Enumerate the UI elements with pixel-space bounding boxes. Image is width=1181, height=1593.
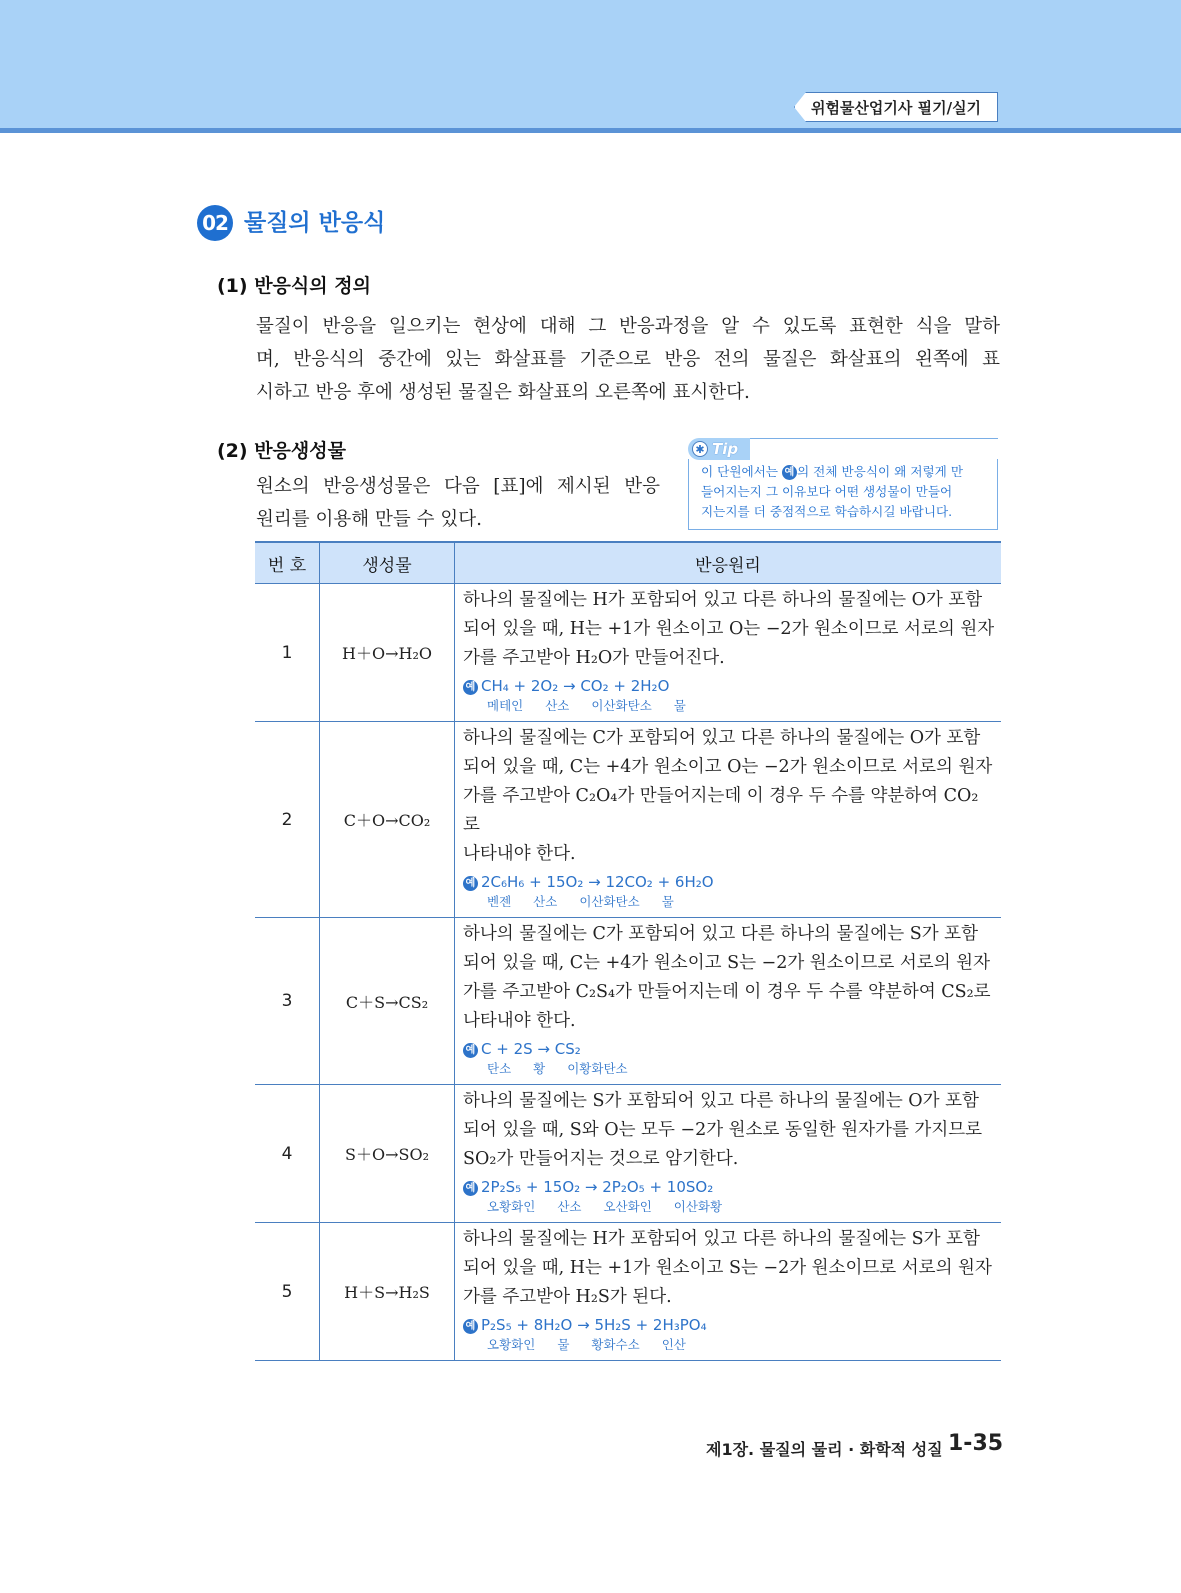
- column-header-principle: 반응원리: [455, 542, 1002, 584]
- tip-line: 이 단원에서는: [701, 464, 782, 479]
- principle-line: SO₂가 만들어지는 것으로 암기한다.: [463, 1149, 739, 1169]
- row-number: 2: [255, 722, 320, 918]
- example-equation: [463, 1038, 995, 1060]
- paragraph-line: 원리를 이용해 만들 수 있다.: [256, 509, 482, 530]
- compound-name: 탄소: [487, 1061, 512, 1076]
- chapter-footer: 제1장. 물질의 물리 · 화학적 성질: [706, 1440, 943, 1459]
- table-row: [255, 584, 1001, 722]
- compound-name: 산소: [557, 1199, 582, 1214]
- compound-name: 인산: [661, 1337, 686, 1352]
- principle-line: 가를 주고받아 H₂S가 된다.: [463, 1287, 672, 1307]
- principle-line: 하나의 물질에는 H가 포함되어 있고 다른 하나의 물질에는 S가 포함: [463, 1229, 980, 1249]
- row-number: 3: [255, 918, 320, 1085]
- principle-line: 되어 있을 때, C는 +4가 원소이고 S는 −2가 원소이므로 서로의 원자: [463, 953, 990, 973]
- equation-text: CH₄ + 2O₂ → CO₂ + 2H₂O: [481, 677, 670, 695]
- paragraph-line: 며, 반응식의 중간에 있는 화살표를 기준으로 반응 전의 물질은 화살표의 왼쪽에 표: [256, 349, 1000, 370]
- example-mark-icon: 예: [463, 1043, 478, 1058]
- compound-name: 벤젠: [487, 894, 512, 909]
- section-number-badge: 02: [197, 205, 233, 241]
- paragraph-line: 물질이 반응을 일으키는 현상에 대해 그 반응과정을 알 수 있도록 표현한 식을 말하: [256, 316, 1000, 337]
- column-header-number: 번 호: [255, 542, 320, 584]
- row-number: 4: [255, 1085, 320, 1223]
- principle-line: 나타내야 한다.: [463, 1011, 576, 1031]
- compound-names: [463, 1336, 995, 1354]
- compound-name: 산소: [533, 894, 558, 909]
- example-mark-icon: 예: [463, 1181, 478, 1196]
- principle-text: [463, 1225, 995, 1312]
- products-paragraph: [256, 470, 660, 536]
- row-principle: [455, 1085, 1002, 1223]
- definition-paragraph: [256, 310, 1000, 409]
- reaction-table: [255, 541, 1001, 1361]
- header-band: [0, 0, 1181, 132]
- table-row: [255, 1085, 1001, 1223]
- compound-name: 이황화탄소: [567, 1061, 628, 1076]
- page-number: 1-35: [948, 1431, 1004, 1456]
- row-number: 5: [255, 1223, 320, 1361]
- table-row: [255, 918, 1001, 1085]
- book-title-tag: [794, 92, 998, 122]
- principle-line: 하나의 물질에는 C가 포함되어 있고 다른 하나의 물질에는 O가 포함: [463, 728, 981, 748]
- principle-line: 되어 있을 때, S와 O는 모두 −2가 원소로 동일한 원자가를 가지므로: [463, 1120, 983, 1140]
- principle-text: [463, 586, 995, 673]
- tip-line: 들어지는지 그 이유보다 어떤 생성물이 만들어: [701, 484, 953, 499]
- row-principle: [455, 1223, 1002, 1361]
- principle-line: 가를 주고받아 C₂O₄가 만들어지는데 이 경우 두 수를 약분하여 CO₂로: [463, 786, 979, 835]
- example-mark-icon: 예: [782, 465, 797, 480]
- paragraph-line: 원소의 반응생성물은 다음 [표]에 제시된 반응: [256, 476, 660, 497]
- book-title: 위험물산업기사 필기/실기: [810, 98, 982, 117]
- principle-line: 나타내야 한다.: [463, 844, 576, 864]
- principle-line: 하나의 물질에는 C가 포함되어 있고 다른 하나의 물질에는 S가 포함: [463, 924, 978, 944]
- example-equation: [463, 1314, 995, 1336]
- tip-line: 의 전체 반응식이 왜 저렇게 만: [797, 464, 964, 479]
- example-mark-icon: 예: [463, 1319, 478, 1334]
- row-product: S＋O→SO₂: [320, 1085, 455, 1223]
- row-product: C＋S→CS₂: [320, 918, 455, 1085]
- principle-line: 가를 주고받아 H₂O가 만들어진다.: [463, 648, 725, 668]
- row-product: H＋O→H₂O: [320, 584, 455, 722]
- tip-content: [688, 459, 998, 530]
- compound-name: 메테인: [487, 698, 524, 713]
- header-rule: [0, 128, 1181, 133]
- row-principle: [455, 918, 1002, 1085]
- principle-line: 되어 있을 때, H는 +1가 원소이고 O는 −2가 원소이므로 서로의 원자: [463, 619, 995, 639]
- table-header-row: [255, 542, 1001, 584]
- row-product: C＋O→CO₂: [320, 722, 455, 918]
- principle-line: 하나의 물질에는 H가 포함되어 있고 다른 하나의 물질에는 O가 포함: [463, 590, 983, 610]
- compound-name: 산소: [545, 698, 570, 713]
- equation-text: 2C₆H₆ + 15O₂ → 12CO₂ + 6H₂O: [481, 873, 714, 891]
- subsection-heading-definition: (1) 반응식의 정의: [217, 275, 371, 297]
- example-equation: [463, 871, 995, 893]
- subsection-heading-products: (2) 반응생성물: [217, 440, 346, 462]
- compound-names: [463, 893, 995, 911]
- row-principle: [455, 722, 1002, 918]
- compound-name: 황화수소: [591, 1337, 640, 1352]
- equation-text: 2P₂S₅ + 15O₂ → 2P₂O₅ + 10SO₂: [481, 1178, 714, 1196]
- compound-name: 황: [533, 1061, 546, 1076]
- principle-text: [463, 920, 995, 1036]
- example-mark-icon: 예: [463, 680, 478, 695]
- compound-name: 오산화인: [603, 1199, 652, 1214]
- tip-line: 지는지를 더 중점적으로 학습하시길 바랍니다.: [701, 504, 953, 519]
- equation-text: C + 2S → CS₂: [481, 1040, 581, 1058]
- compound-name: 이산화황: [673, 1199, 723, 1214]
- principle-line: 가를 주고받아 C₂S₄가 만들어지는데 이 경우 두 수를 약분하여 CS₂로: [463, 982, 991, 1002]
- equation-text: P₂S₅ + 8H₂O → 5H₂S + 2H₃PO₄: [481, 1316, 707, 1334]
- compound-name: 물: [557, 1337, 570, 1352]
- lightbulb-icon: ✱: [692, 441, 708, 457]
- table-row: [255, 722, 1001, 918]
- tip-label: Tip: [712, 440, 739, 458]
- compound-names: [463, 1060, 995, 1078]
- tip-badge: [688, 438, 750, 460]
- tip-text: [701, 462, 987, 522]
- principle-line: 하나의 물질에는 S가 포함되어 있고 다른 하나의 물질에는 O가 포함: [463, 1091, 979, 1111]
- tip-top-rule: [750, 438, 998, 441]
- principle-text: [463, 724, 995, 869]
- compound-name: 오황화인: [487, 1199, 536, 1214]
- example-equation: [463, 675, 995, 697]
- paragraph-line: 시하고 반응 후에 생성된 물질은 화살표의 오른쪽에 표시한다.: [256, 382, 750, 403]
- compound-name: 이산화탄소: [591, 698, 652, 713]
- compound-name: 물: [673, 698, 686, 713]
- principle-line: 되어 있을 때, C는 +4가 원소이고 O는 −2가 원소이므로 서로의 원자: [463, 757, 993, 777]
- example-mark-icon: 예: [463, 876, 478, 891]
- example-equation: [463, 1176, 995, 1198]
- compound-names: [463, 697, 995, 715]
- table-body: [255, 584, 1001, 1361]
- principle-line: 되어 있을 때, H는 +1가 원소이고 S는 −2가 원소이므로 서로의 원자: [463, 1258, 992, 1278]
- table-row: [255, 1223, 1001, 1361]
- section-title: 물질의 반응식: [244, 210, 386, 236]
- compound-names: [463, 1198, 995, 1216]
- tip-box: [688, 438, 998, 530]
- compound-name: 오황화인: [487, 1337, 536, 1352]
- compound-name: 물: [661, 894, 674, 909]
- compound-name: 이산화탄소: [579, 894, 640, 909]
- principle-text: [463, 1087, 995, 1174]
- row-product: H＋S→H₂S: [320, 1223, 455, 1361]
- row-number: 1: [255, 584, 320, 722]
- column-header-product: 생성물: [320, 542, 455, 584]
- row-principle: [455, 584, 1002, 722]
